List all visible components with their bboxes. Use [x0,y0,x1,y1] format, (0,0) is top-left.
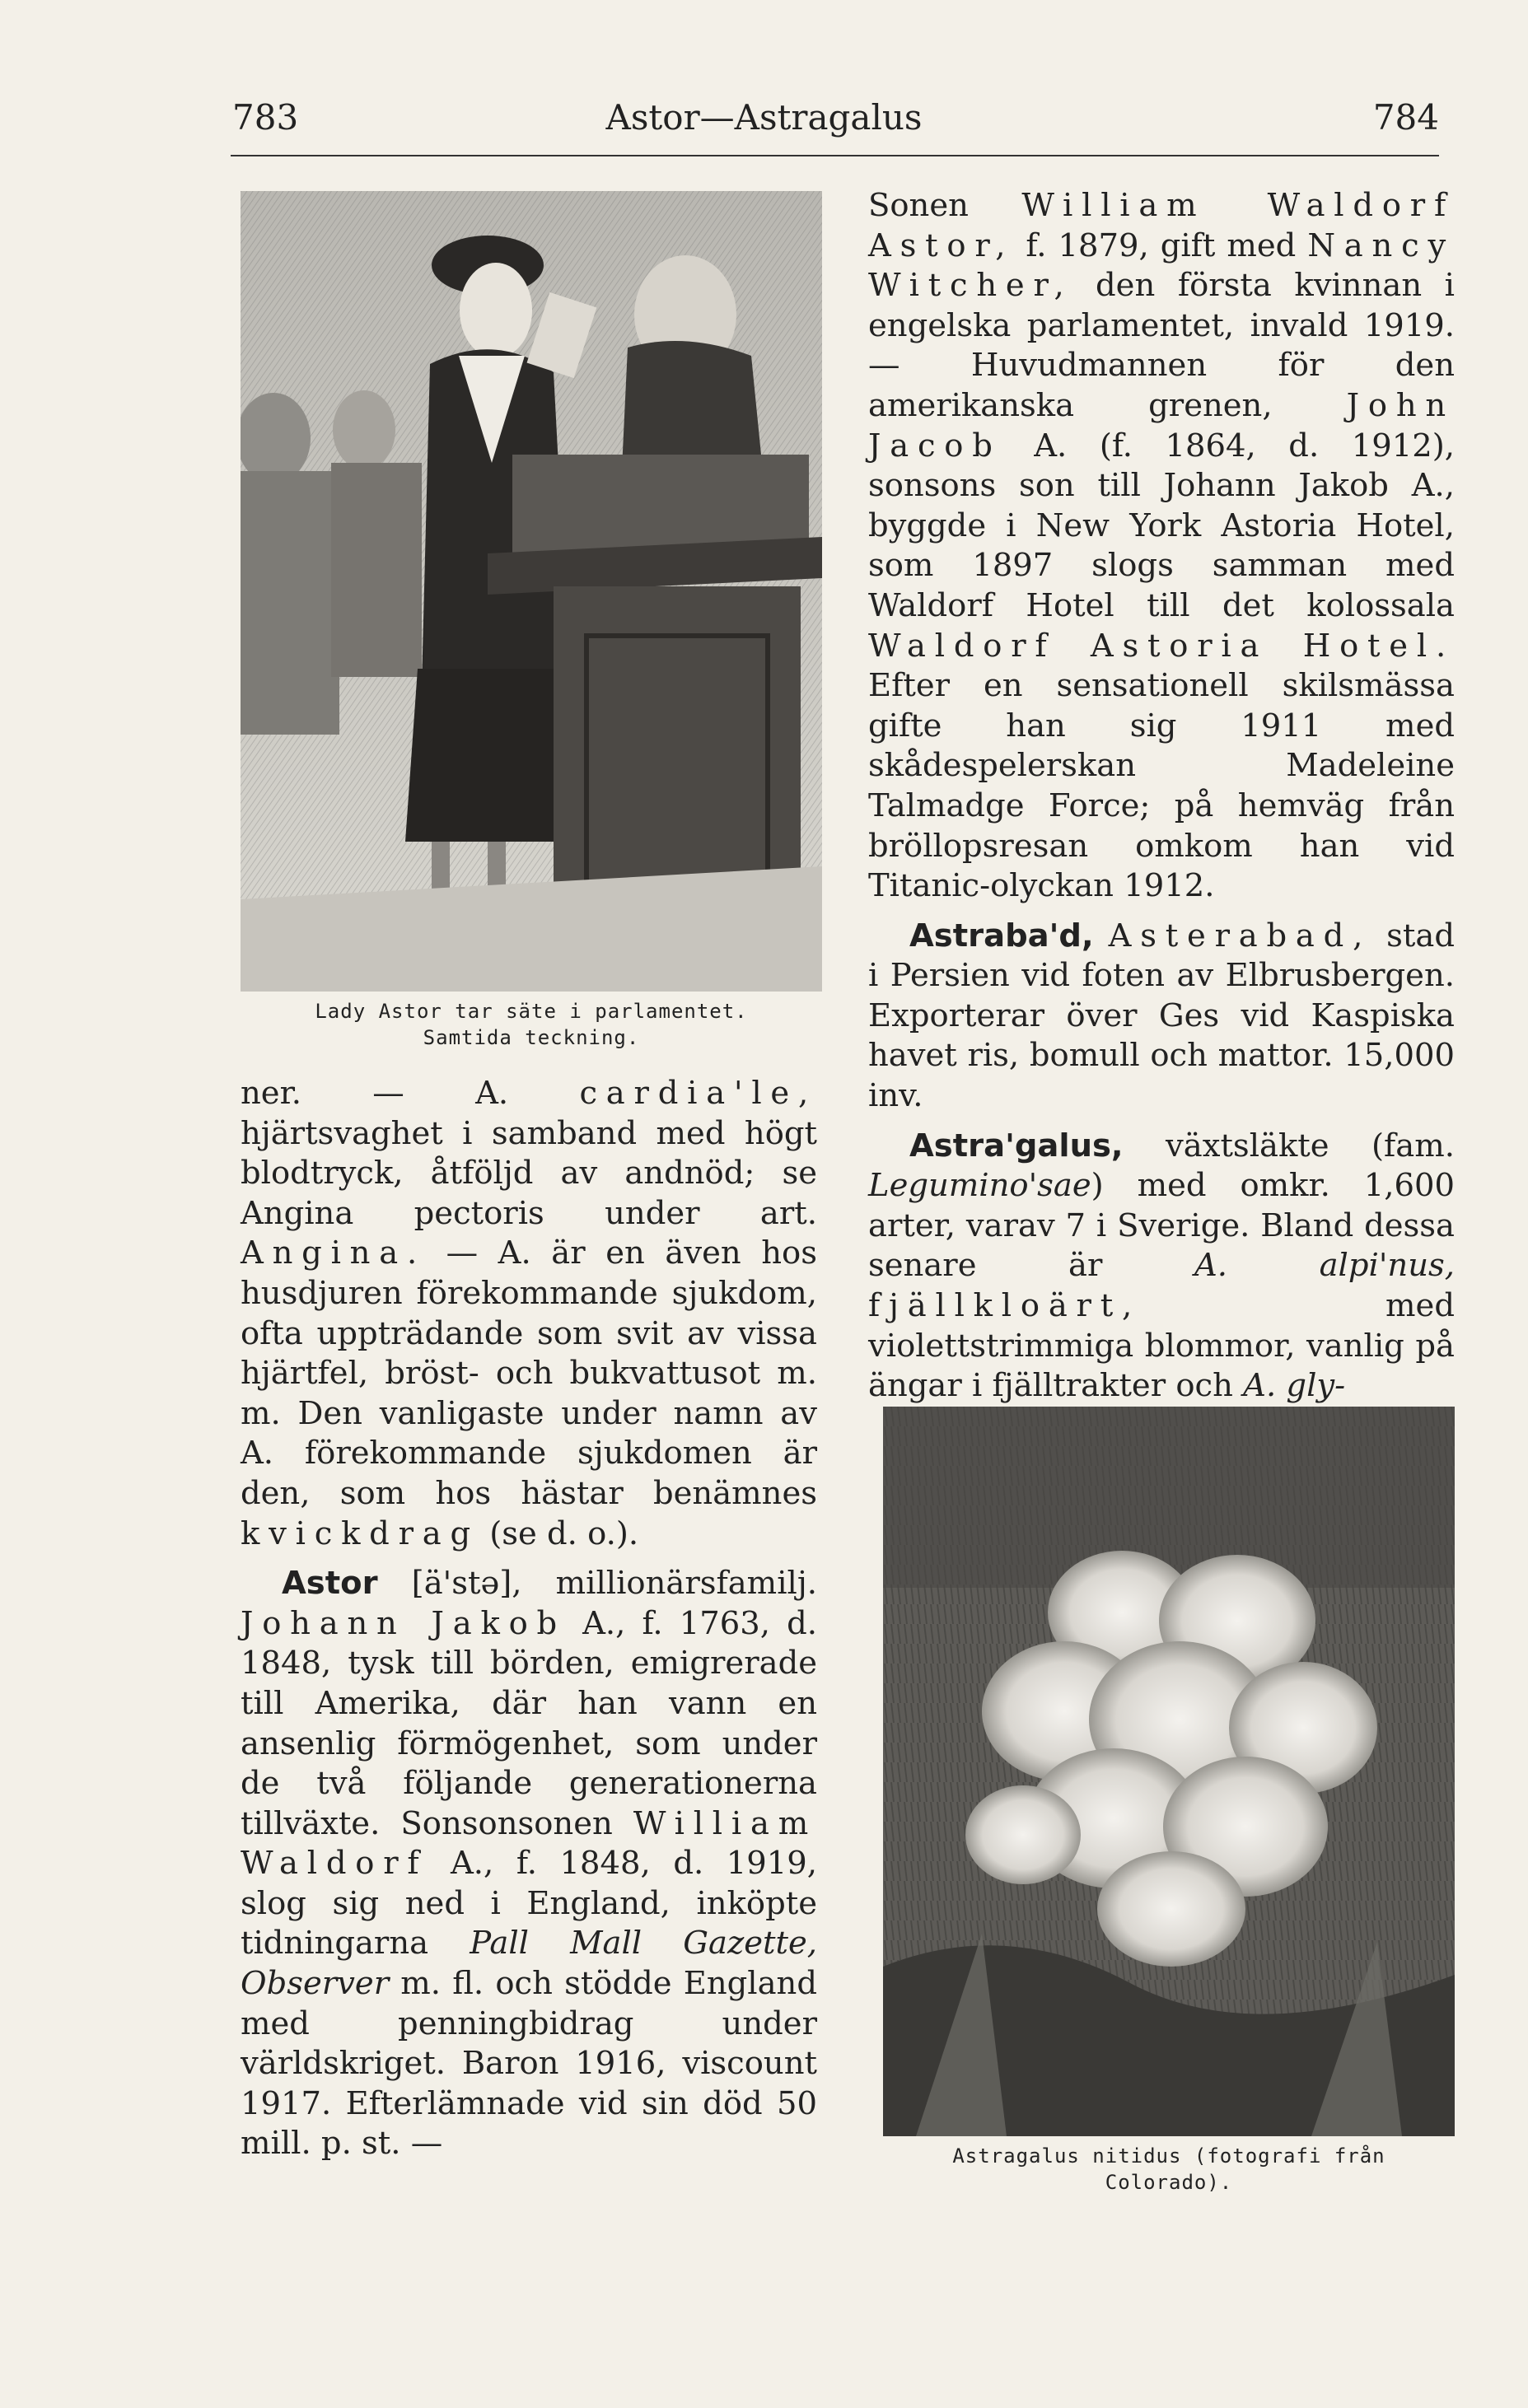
entry-astragalus [868,1127,1455,1407]
spaced-term: cardia'le, [579,1075,817,1112]
page-number-right: 784 [1372,97,1439,138]
text-run: stad i Persien vid foten av Elbrusbergen. Exporterar över Ges vid Kaspiska havet ris, bomull och mattor. 15,000 inv. [868,917,1455,1115]
illustration-lady-astor [241,191,822,992]
text-run: (se d. o.). [479,1514,639,1552]
left-column [241,1074,817,2164]
paragraph-astor-cont [868,186,1455,907]
spaced-term: fjällkloärt, [868,1287,1142,1325]
headword: Astor [282,1565,378,1603]
spaced-name: Nancy Witcher, [868,226,1455,305]
text-run: växtsläkte (fam. [1123,1127,1455,1164]
photo-astragalus-nitidus [883,1407,1455,2136]
entry-astrabad [868,917,1455,1117]
entry-astor [241,1564,817,2164]
text-run: med violettstrimmiga blommor, vanlig på ängar i fjälltrakter och [868,1287,1455,1405]
text-run: hjärtsvaghet i samband med högt blodtryck, åtföljd av andnöd; se Angina pectoris under art. [241,1114,817,1232]
caption-line: Lady Astor tar säte i parlamentet. [315,1000,748,1023]
caption-line: Astragalus nitidus (fotografi från [952,2144,1385,2168]
text-run: ner. — A. [241,1075,580,1112]
text-run: A. (f. 1864, d. 1912), sonsons son till Johann Jakob A., byggde i New York Astoria Hotel, som 1897 slogs samman med Waldorf Hotel till det kolossala [868,427,1455,624]
photo-placeholder [883,1407,1455,2136]
headword: Astraba'd, [909,917,1094,954]
text-run: den första kvinnan i engelska parlamentet, invald 1919. — Huvudmannen för den amerikanska grenen, [868,267,1455,424]
text-run: f. 1879, gift med [1014,226,1308,264]
text-run: — A. är en även hos husdjuren förekommande sjukdom, ofta uppträdande som svit av vissa hjärtfel, bröst- och bukvattusot m. m. Den vanligaste under namn av A. förekommande sjukdomen är den, som hos hästar benämnes [241,1234,817,1512]
italic-term: A. alpi'nus, [1194,1247,1455,1285]
headword: Astra'galus, [909,1127,1124,1164]
text-run: [ä'stə], millionärsfamilj. [377,1565,817,1603]
page-number-left: 783 [232,97,299,138]
italic-term: A. gly- [1243,1367,1346,1405]
spaced-name: William Waldorf [241,1804,817,1883]
text-run: ) med omkr. 1,600 arter, varav 7 i Sverige. Bland dessa senare är [868,1167,1455,1285]
spaced-term: kvickdrag [241,1514,479,1552]
text-run [1094,917,1109,954]
spaced-name: William Waldorf Astor, [868,187,1455,264]
paragraph-angina-cont [241,1074,817,1554]
italic-term: Legumino'sae [868,1167,1091,1205]
caption-line: Samtida teckning. [423,1026,640,1049]
running-head: Astor—Astragalus [605,97,923,138]
caption-line: Colorado). [1105,2171,1233,2194]
spaced-term: Angina. [241,1234,427,1272]
spaced-name: Johann Jakob [241,1604,566,1642]
text-run: A., f. 1848, d. 1919, slog sig ned i England, inköpte tidningarna [241,1845,817,1962]
right-column [868,186,1455,1407]
italic-title: Pall Mall Gazette, Observer [241,1925,817,2003]
text-run: A., f. 1763, d. 1848, tysk till börden, emigrerade till Amerika, där han vann en ansenlig förmögenhet, som under de två följande generationerna tillväxte. Sonsonsonen [241,1604,817,1842]
text-run: Sonen [868,187,1022,224]
spaced-name: John Jacob [868,386,1455,464]
spaced-name: Asterabad, [1108,917,1372,954]
figure-caption-right [883,2143,1455,2196]
text-run: Efter en sensationell skilsmässa gifte han sig 1911 med skådespelerskan Madeleine Talmadge Force; på hemväg från bröllopsresan omkom han vid Titanic-olyckan 1912. [868,667,1455,905]
spaced-name: Waldorf Astoria Hotel. [868,627,1455,665]
figure-caption-left [241,998,822,1051]
text-run: m. fl. och stödde England med penningbidrag under världskriget. Baron 1916, viscount 1917. Efterlämnade vid sin död 50 mill. p. st. — [241,1965,817,2163]
drawing-placeholder [241,191,822,992]
header-rule [231,155,1439,156]
